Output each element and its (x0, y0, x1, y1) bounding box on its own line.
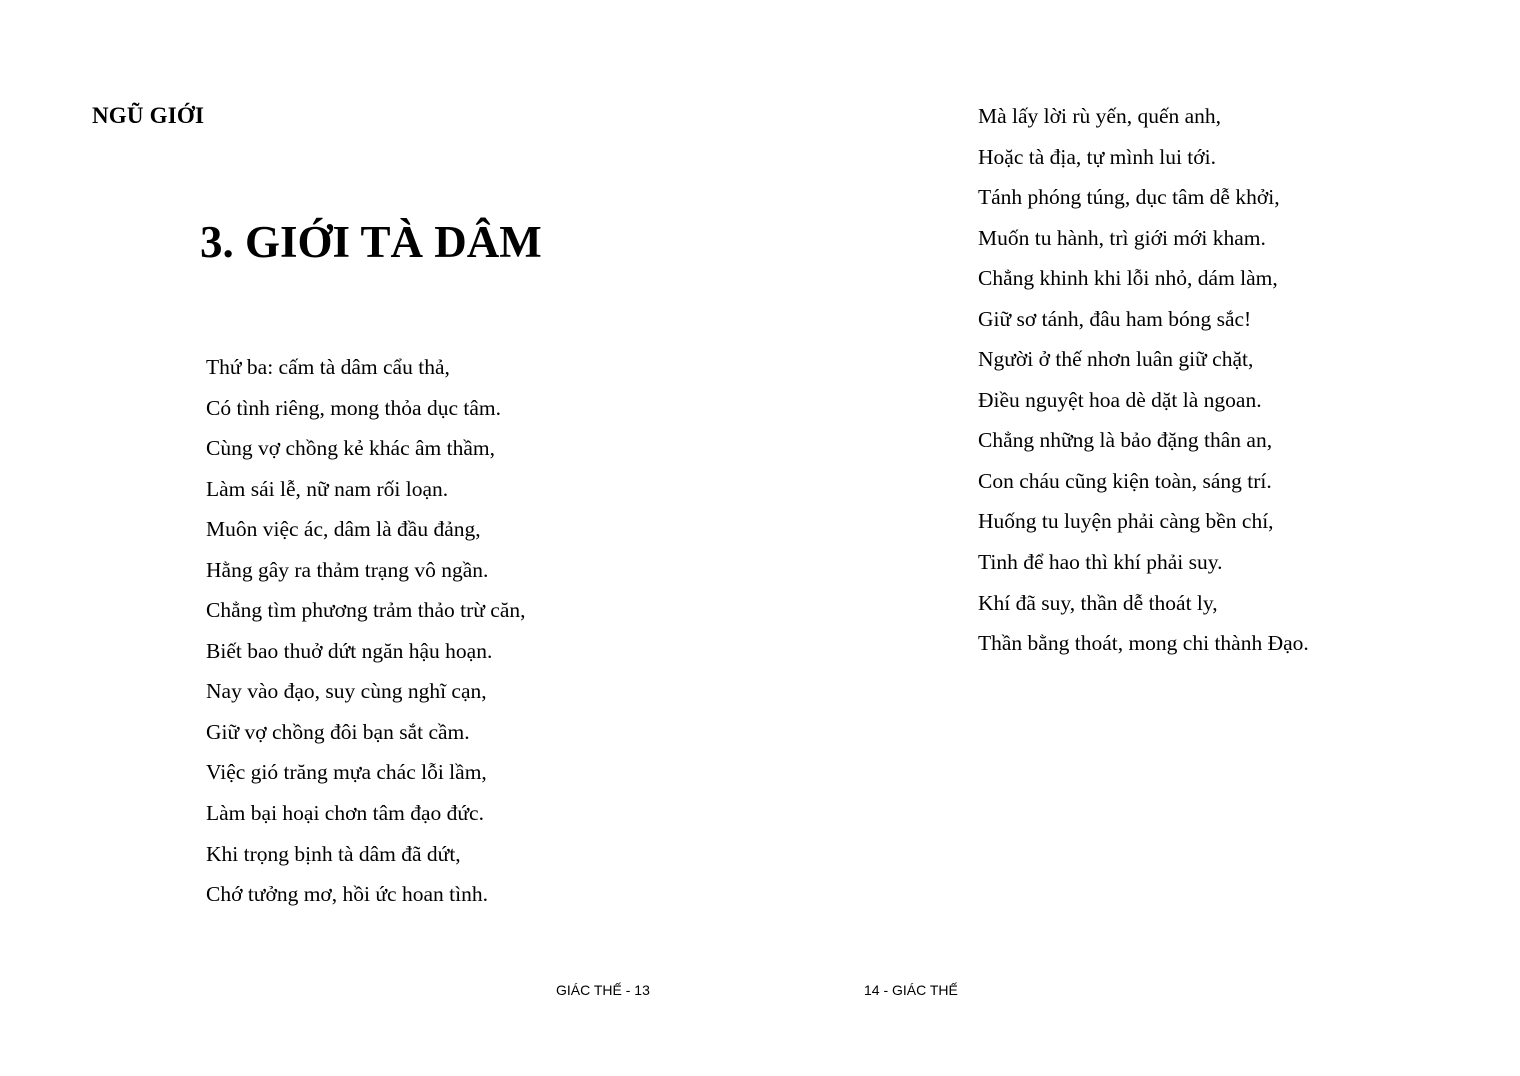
right-page (760, 0, 1520, 1076)
running-head: NGŨ GIỚI (92, 103, 205, 128)
verse-line: Hằng gây ra thảm trạng vô ngần. (206, 557, 489, 582)
verse-line: Chẳng tìm phương trảm thảo trừ căn, (206, 598, 526, 623)
verse-line: Khí đã suy, thần dễ thoát ly, (978, 590, 1218, 615)
poem-right (978, 96, 1309, 664)
verse-line: Việc gió trăng mựa chác lỗi lầm, (206, 760, 487, 785)
verse-line: Cùng vợ chồng kẻ khác âm thầm, (206, 436, 496, 461)
verse-line: Làm bại hoại chơn tâm đạo đức. (206, 801, 484, 826)
verse-line: Tinh để hao thì khí phải suy. (978, 550, 1223, 575)
verse-line: Khi trọng bịnh tà dâm đã dứt, (206, 841, 461, 866)
verse-line: Thần bằng thoát, mong chi thành Đạo. (978, 631, 1309, 656)
verse-line: Giữ vợ chồng đôi bạn sắt cầm. (206, 719, 470, 744)
verse-line: Mà lấy lời rù yến, quến anh, (978, 104, 1222, 128)
poem-left (206, 347, 526, 915)
verse-line: Có tình riêng, mong thỏa dục tâm. (206, 395, 501, 420)
verse-line: Thứ ba: cấm tà dâm cẩu thả, (206, 355, 450, 379)
page-footer: 14 - GIÁC THẾ (864, 982, 958, 998)
verse-line: Tánh phóng túng, dục tâm dễ khởi, (978, 185, 1280, 210)
verse-line: Muôn việc ác, dâm là đầu đảng, (206, 517, 481, 542)
verse-line: Người ở thế nhơn luân giữ chặt, (978, 347, 1254, 372)
verse-line: Nay vào đạo, suy cùng nghĩ cạn, (206, 679, 487, 704)
verse-line: Hoặc tà địa, tự mình lui tới. (978, 144, 1216, 169)
verse-line: Chẳng khinh khi lỗi nhỏ, dám làm, (978, 266, 1278, 291)
verse-line: Con cháu cũng kiện toàn, sáng trí. (978, 468, 1272, 493)
verse-line: Biết bao thuở dứt ngăn hậu hoạn. (206, 638, 493, 663)
page-footer: GIÁC THẾ - 13 (556, 982, 650, 998)
verse-line: Làm sái lễ, nữ nam rối loạn. (206, 476, 449, 501)
verse-line: Chớ tưởng mơ, hồi ức hoan tình. (206, 882, 488, 907)
verse-line: Điều nguyệt hoa dè dặt là ngoan. (978, 387, 1262, 412)
verse-line: Chẳng những là bảo đặng thân an, (978, 428, 1273, 453)
verse-line: Huống tu luyện phải càng bền chí, (978, 509, 1274, 534)
verse-line: Muốn tu hành, trì giới mới kham. (978, 225, 1266, 250)
verse-line: Giữ sơ tánh, đâu ham bóng sắc! (978, 306, 1252, 331)
chapter-title: 3. GIỚI TÀ DÂM (200, 217, 542, 267)
